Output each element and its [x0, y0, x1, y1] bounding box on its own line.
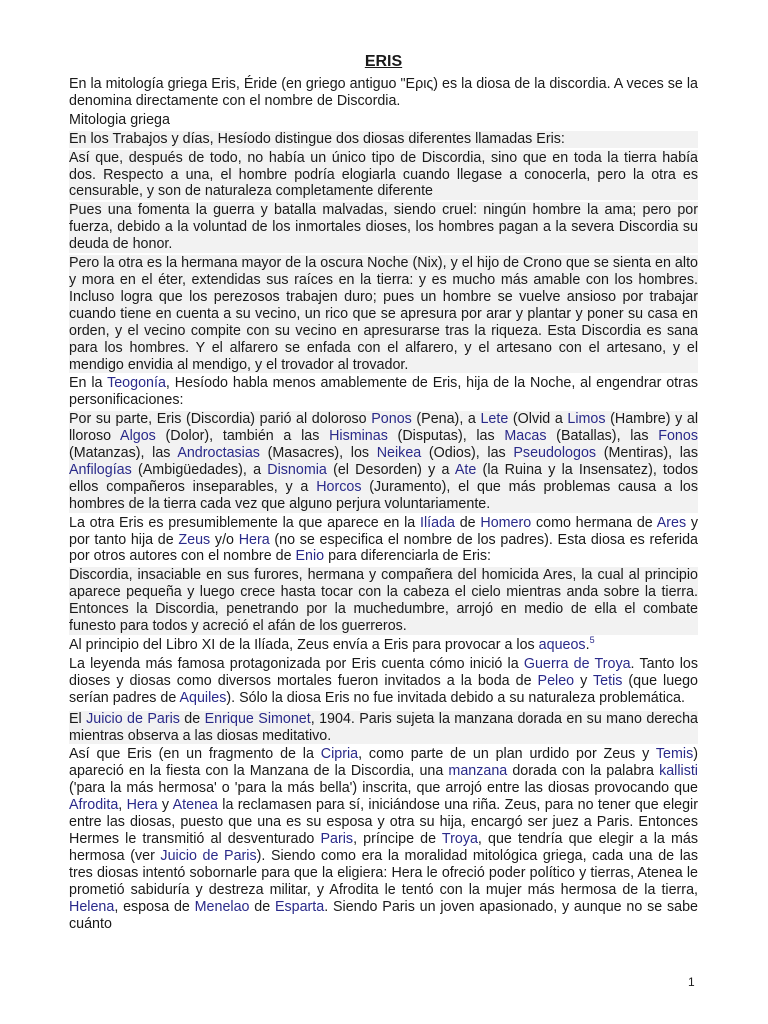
- paragraph-list: [69, 76, 698, 932]
- inline-link[interactable]: Lete: [480, 411, 509, 428]
- paragraph-text: ,: [118, 797, 127, 814]
- inline-link[interactable]: Temis: [655, 746, 694, 763]
- inline-link[interactable]: Ares: [656, 514, 687, 531]
- inline-link[interactable]: Guerra de Troya: [523, 655, 631, 672]
- inline-link[interactable]: Zeus: [178, 531, 211, 548]
- paragraph-text: para diferenciarla de Eris:: [324, 548, 492, 565]
- paragraph-text: (Matanzas), las: [69, 445, 178, 462]
- paragraph-text: El: [69, 710, 87, 727]
- paragraph: [69, 567, 698, 635]
- paragraph-text: .: [585, 637, 590, 653]
- paragraph: [69, 515, 698, 566]
- document-title: ERIS: [364, 53, 403, 70]
- inline-link[interactable]: Hisminas: [329, 428, 388, 445]
- document-body: [69, 52, 698, 934]
- paragraph-text: (no se especifica el nombre de los padres). Esta diosa es referida por otros autores con el nombre de: [69, 531, 698, 565]
- paragraph-text: , que tendría que elegir a la más hermosa (ver: [69, 830, 698, 864]
- paragraph: [69, 656, 698, 707]
- inline-link[interactable]: Enio: [295, 548, 325, 565]
- inline-link[interactable]: Fonos: [658, 428, 698, 445]
- paragraph-text: (Dolor), también a las: [155, 428, 330, 445]
- paragraph-text: (Hambre) y al lloroso: [69, 411, 698, 445]
- inline-link[interactable]: Limos: [567, 411, 606, 428]
- inline-link[interactable]: Ate: [454, 461, 477, 478]
- paragraph-text: , esposa de: [114, 898, 195, 915]
- inline-link[interactable]: Androctasias: [177, 445, 260, 462]
- inline-link[interactable]: Aquiles: [179, 689, 227, 706]
- paragraph-text: ). Sólo la diosa Eris no fue invitada debido a su naturaleza problemática.: [226, 689, 685, 706]
- paragraph-text: (el Desorden) y a: [326, 461, 455, 478]
- inline-link[interactable]: Tetis: [593, 672, 623, 689]
- inline-link[interactable]: Neikea: [376, 445, 422, 462]
- paragraph-text: . Siendo Paris un joven apasionado, y aunque no se sabe cuánto: [69, 898, 698, 932]
- paragraph: [69, 150, 698, 201]
- paragraph-text: En la: [69, 375, 108, 392]
- inline-link[interactable]: Cipria: [320, 746, 359, 763]
- inline-link[interactable]: Horcos: [316, 478, 362, 495]
- paragraph: [69, 112, 698, 129]
- page-number: 1: [688, 975, 695, 989]
- inline-link[interactable]: Afrodita: [69, 797, 119, 814]
- paragraph-text: La otra Eris es presumiblemente la que aparece en la: [69, 514, 420, 531]
- paragraph-text: En la mitología griega Eris, Éride (en griego antiguo "Ερις) es la diosa de la discordia. A veces se la denomina directamente con el nombre de Discordia.: [69, 76, 698, 109]
- paragraph-text: de: [249, 898, 275, 915]
- inline-link[interactable]: kallisti: [659, 763, 698, 780]
- inline-link[interactable]: Esparta: [274, 898, 325, 915]
- paragraph-text: , príncipe de: [353, 830, 442, 847]
- inline-link[interactable]: aqueos: [538, 637, 586, 653]
- paragraph-text: dorada con la palabra: [507, 763, 660, 780]
- inline-link[interactable]: Macas: [504, 428, 547, 445]
- paragraph: [69, 375, 698, 409]
- inline-link[interactable]: Ilíada: [420, 514, 455, 531]
- paragraph-text: (Ambigüedades), a: [131, 461, 268, 478]
- inline-link[interactable]: Teogonía: [107, 375, 166, 392]
- paragraph-text: (Odios), las: [421, 445, 514, 462]
- paragraph-text: (Batallas), las: [546, 428, 659, 445]
- inline-link[interactable]: Hera: [126, 797, 158, 814]
- paragraph: [69, 711, 698, 745]
- inline-link[interactable]: Ponos: [371, 411, 412, 428]
- inline-link[interactable]: Enrique Simonet: [204, 710, 311, 727]
- paragraph: [69, 131, 698, 148]
- paragraph-text: (Disputas), las: [387, 428, 505, 445]
- paragraph: [69, 255, 698, 373]
- inline-link[interactable]: Homero: [480, 514, 532, 531]
- paragraph-text: la reclamasen para sí, iniciándose una riña. Zeus, para no tener que elegir entre las diosas, puesto que una es su esposa y otra su hija, encargó ser juez a Paris. Entonces Hermes le transmitió al desventurado: [69, 797, 698, 847]
- paragraph-text: (Mentiras), las: [596, 445, 698, 462]
- inline-link[interactable]: Juicio de Paris: [160, 847, 257, 864]
- inline-link[interactable]: Pseudologos: [513, 445, 597, 462]
- inline-link[interactable]: Menelao: [194, 898, 250, 915]
- paragraph-text: y: [574, 672, 593, 689]
- paragraph-text: , Hesíodo habla menos amablemente de Eris, hija de la Noche, al engendrar otras personificaciones:: [69, 375, 698, 409]
- paragraph-text: , 1904. Paris sujeta la manzana dorada en su mano derecha mientras observa a las diosas meditativo.: [69, 710, 698, 744]
- paragraph-text: La leyenda más famosa protagonizada por Eris cuenta cómo inició la: [69, 655, 524, 672]
- inline-link[interactable]: Atenea: [172, 797, 218, 814]
- paragraph-text: Pues una fomenta la guerra y batalla malvadas, siendo cruel: ningún hombre la ama; pero por fuerza, debido a la voluntad de los inmortales dioses, los hombres pagan a la severa Discordia su deuda de honor.: [69, 202, 698, 253]
- inline-link[interactable]: Algos: [120, 428, 156, 445]
- paragraph: [69, 637, 698, 654]
- paragraph-text: ). Siendo como era la moralidad mitológica griega, cada una de las tres diosas intentó sobornarle para que la eligiera: Hera le ofreció poder político y tierras, Atenea le prometió sabiduría y destreza militar, y Afrodita le tentó con la mujer más hermosa de la tierra,: [69, 847, 698, 898]
- paragraph-text: Discordia, insaciable en sus furores, hermana y compañera del homicida Ares, la cual al principio aparece pequeña y luego crece hasta tocar con la cabeza el cielo mientras anda sobre la tierra. Entonces la Discordia, penetrando por la muchedumbre, arrojó en medio de ella el combate funesto para todos y acreció el afán de los guerreros.: [69, 567, 698, 635]
- inline-link[interactable]: Juicio de Paris: [86, 710, 180, 727]
- paragraph-text: Así que Eris (en un fragmento de la: [69, 746, 321, 763]
- paragraph-text: (la Ruina y la Insensatez), todos ellos compañeros inseparables, y a: [69, 461, 698, 495]
- paragraph-text: (Olvid a: [508, 411, 568, 428]
- paragraph-text: Así que, después de todo, no había un único tipo de Discordia, sino que en toda la tierra había dos. Respecto a una, el hombre podría elogiarla cuando llegase a conocerla, pero la otra es censurable, y son de naturaleza completamente diferente: [69, 149, 698, 200]
- paragraph: [69, 411, 698, 512]
- paragraph-text: y por tanto hija de: [69, 514, 698, 548]
- paragraph-text: ('para la más hermosa' o 'para la más bella') inscrita, que arrojó entre las diosas provocando que: [69, 780, 698, 797]
- paragraph-text: Mitologia griega: [69, 111, 170, 128]
- paragraph: [69, 746, 698, 932]
- inline-link[interactable]: Troya: [441, 830, 478, 847]
- paragraph-text: Al principio del Libro XI de la Ilíada, Zeus envía a Eris para provocar a los: [69, 637, 539, 653]
- paragraph-text: (Masacres), los: [259, 445, 377, 462]
- paragraph-text: (Pena), a: [411, 411, 481, 428]
- inline-link[interactable]: Anfilogías: [69, 461, 132, 478]
- inline-link[interactable]: Hera: [238, 531, 270, 548]
- inline-link[interactable]: manzana: [448, 763, 508, 780]
- paragraph-text: (que luego serían padres de: [69, 672, 698, 706]
- inline-link[interactable]: Peleo: [537, 672, 575, 689]
- paragraph-text: . Tanto los dioses y diosas como diversos mortales fueron invitados a la boda de: [69, 655, 698, 689]
- paragraph-text: Por su parte, Eris (Discordia) parió al doloroso: [69, 411, 372, 428]
- inline-link[interactable]: Disnomia: [267, 461, 327, 478]
- paragraph-text: (Juramento), el que más problemas causa a los hombres de la tierra cada vez que alguno perjura voluntariamente.: [69, 478, 698, 512]
- paragraph-text: En los Trabajos y días, Hesíodo distingue dos diosas diferentes llamadas Eris:: [69, 130, 565, 147]
- paragraph-text: Pero la otra es la hermana mayor de la oscura Noche (Nix), y el hijo de Crono que se sienta en alto y mora en el éter, extendidas sus raíces en la tierra: y es mucho más amable con los hombres. Incluso logra que los perezosos trabajen duro; pues un hombre se vuelve ansioso por trabajar cuando tiene en cuenta a su vecino, un rico que se apresura por arar y plantar y poner su casa en orden, y el vecino compite con su vecino en apresurarse tras la riqueza. Esta Discordia es sana para los hombres. Y el alfarero se enfada con el alfarero, y el artesano con el artesano, y el mendigo envidia al mendigo, y el trovador al trovador.: [69, 255, 698, 373]
- paragraph-text: de: [454, 514, 481, 531]
- inline-link[interactable]: Paris: [320, 830, 354, 847]
- paragraph-text: y: [157, 797, 173, 814]
- paragraph-text: ) apareció en la fiesta con la Manzana de la Discordia, una: [69, 746, 698, 780]
- paragraph-text: , como parte de un plan urdido por Zeus y: [358, 746, 656, 763]
- footnote-ref[interactable]: 5: [589, 635, 595, 646]
- paragraph-text: y/o: [210, 531, 239, 548]
- paragraph: [69, 202, 698, 253]
- paragraph-text: de: [179, 710, 205, 727]
- paragraph: [69, 76, 698, 110]
- paragraph-text: como hermana de: [531, 514, 657, 531]
- inline-link[interactable]: Helena: [69, 898, 115, 915]
